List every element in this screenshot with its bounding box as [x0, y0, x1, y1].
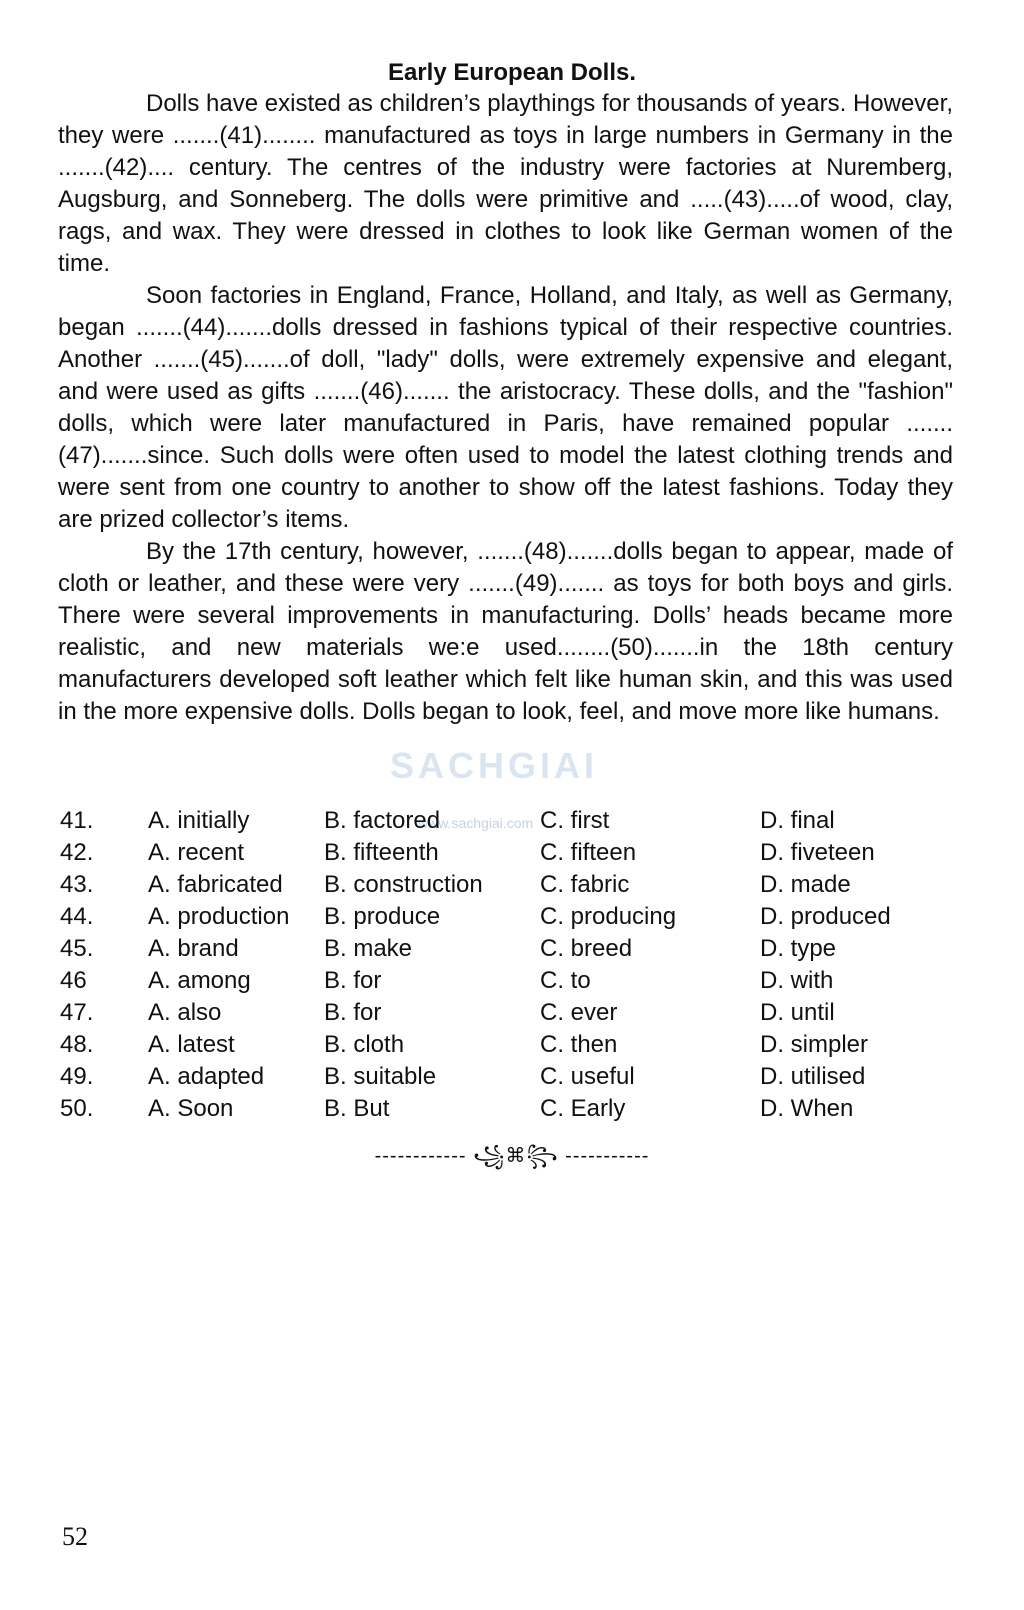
passage-paragraph-3: By the 17th century, however, .......(48).......dolls began to appear, made of cloth or leather, and these were very .......(49)....... as toys for both boys and girls. There were several improvements in manufacturing. Dolls’ heads became more realistic, and new materials we:e used........(50).......in the 18th century manufacturers developed soft leather which felt like human skin, and this was used in the more expensive dolls. Dolls began to look, feel, and move more like humans.	[58, 538, 953, 725]
option-d: D. type	[760, 935, 837, 962]
watermark-logo: SACHGIAI	[390, 745, 599, 786]
option-a: A. brand	[148, 935, 239, 962]
ornamental-divider: ------------ ꧁⌘꧂ -----------	[374, 1145, 650, 1167]
option-d: D. until	[760, 999, 835, 1026]
option-d: D. simpler	[760, 1031, 869, 1058]
option-c: C. fifteen	[540, 839, 637, 866]
option-d: D. fiveteen	[760, 839, 875, 866]
option-d: D. final	[760, 807, 835, 834]
option-b: B. for	[324, 967, 382, 994]
question-number: 41.	[60, 807, 94, 834]
question-number: 43.	[60, 871, 94, 898]
question-number: 49.	[60, 1063, 94, 1090]
page-number: 52	[62, 1522, 88, 1551]
option-d: D. produced	[760, 903, 891, 930]
question-list	[60, 805, 960, 1125]
option-b: B. make	[324, 935, 413, 962]
question-number: 47.	[60, 999, 94, 1026]
option-b: B. suitable	[324, 1063, 437, 1090]
option-a: A. production	[148, 903, 290, 930]
question-row	[60, 1029, 960, 1061]
option-c: C. Early	[540, 1095, 626, 1122]
option-c: C. useful	[540, 1063, 635, 1090]
question-number: 44.	[60, 903, 94, 930]
option-a: A. also	[148, 999, 222, 1026]
question-row	[60, 1061, 960, 1093]
option-c: C. first	[540, 807, 610, 834]
option-c: C. to	[540, 967, 591, 994]
option-d: D. When	[760, 1095, 854, 1122]
question-row	[60, 805, 960, 837]
option-c: C. fabric	[540, 871, 630, 898]
question-number: 48.	[60, 1031, 94, 1058]
option-d: D. utilised	[760, 1063, 866, 1090]
option-a: A. among	[148, 967, 251, 994]
option-a: A. Soon	[148, 1095, 234, 1122]
option-a: A. adapted	[148, 1063, 265, 1090]
passage-paragraph-1: Dolls have existed as children’s playthings for thousands of years. However, they were .......(41)........ manufactured as toys in large numbers in Germany in the .......(42).... century. The centres of the industry were factories at Nuremberg, Augsburg, and Sonneberg. The dolls were primitive and .....(43).....of wood, clay, rags, and wax. They were dressed in clothes to look like German women of the time.	[58, 90, 953, 277]
option-c: C. ever	[540, 999, 618, 1026]
question-row	[60, 901, 960, 933]
option-b: B. But	[324, 1095, 390, 1122]
option-c: C. breed	[540, 935, 633, 962]
question-row	[60, 997, 960, 1029]
option-b: B. for	[324, 999, 382, 1026]
question-row	[60, 837, 960, 869]
page-title: Early European Dolls.	[387, 59, 637, 86]
question-row	[60, 933, 960, 965]
option-c: C. then	[540, 1031, 618, 1058]
question-row	[60, 965, 960, 997]
question-number: 46	[60, 967, 87, 994]
reading-passage	[58, 88, 953, 728]
question-row	[60, 1093, 960, 1125]
option-a: A. latest	[148, 1031, 235, 1058]
question-number: 45.	[60, 935, 94, 962]
watermark-url: www.sachgiai.com	[418, 815, 534, 831]
option-c: C. producing	[540, 903, 677, 930]
option-b: B. factored	[324, 807, 441, 834]
option-d: D. with	[760, 967, 834, 994]
question-row	[60, 869, 960, 901]
option-b: B. construction	[324, 871, 483, 898]
question-number: 42.	[60, 839, 94, 866]
option-a: A. fabricated	[148, 871, 283, 898]
option-a: A. initially	[148, 807, 250, 834]
option-b: B. cloth	[324, 1031, 405, 1058]
question-number: 50.	[60, 1095, 94, 1122]
option-d: D. made	[760, 871, 851, 898]
option-b: B. produce	[324, 903, 441, 930]
passage-paragraph-2: Soon factories in England, France, Holland, and Italy, as well as Germany, began .......(44).......dolls dressed in fashions typical of their respective countries. Another .......(45).......of doll, "lady" dolls, were extremely expensive and elegant, and were used as gifts .......(46)....... the aristocracy. These dolls, and the "fashion" dolls, which were later manufactured in Paris, have remained popular .......(47).......since. Such dolls were often used to model the latest clothing trends and were sent from one country to another to show off the latest fashions. Today they are prized collector’s items.	[58, 282, 953, 533]
option-b: B. fifteenth	[324, 839, 439, 866]
option-a: A. recent	[148, 839, 245, 866]
